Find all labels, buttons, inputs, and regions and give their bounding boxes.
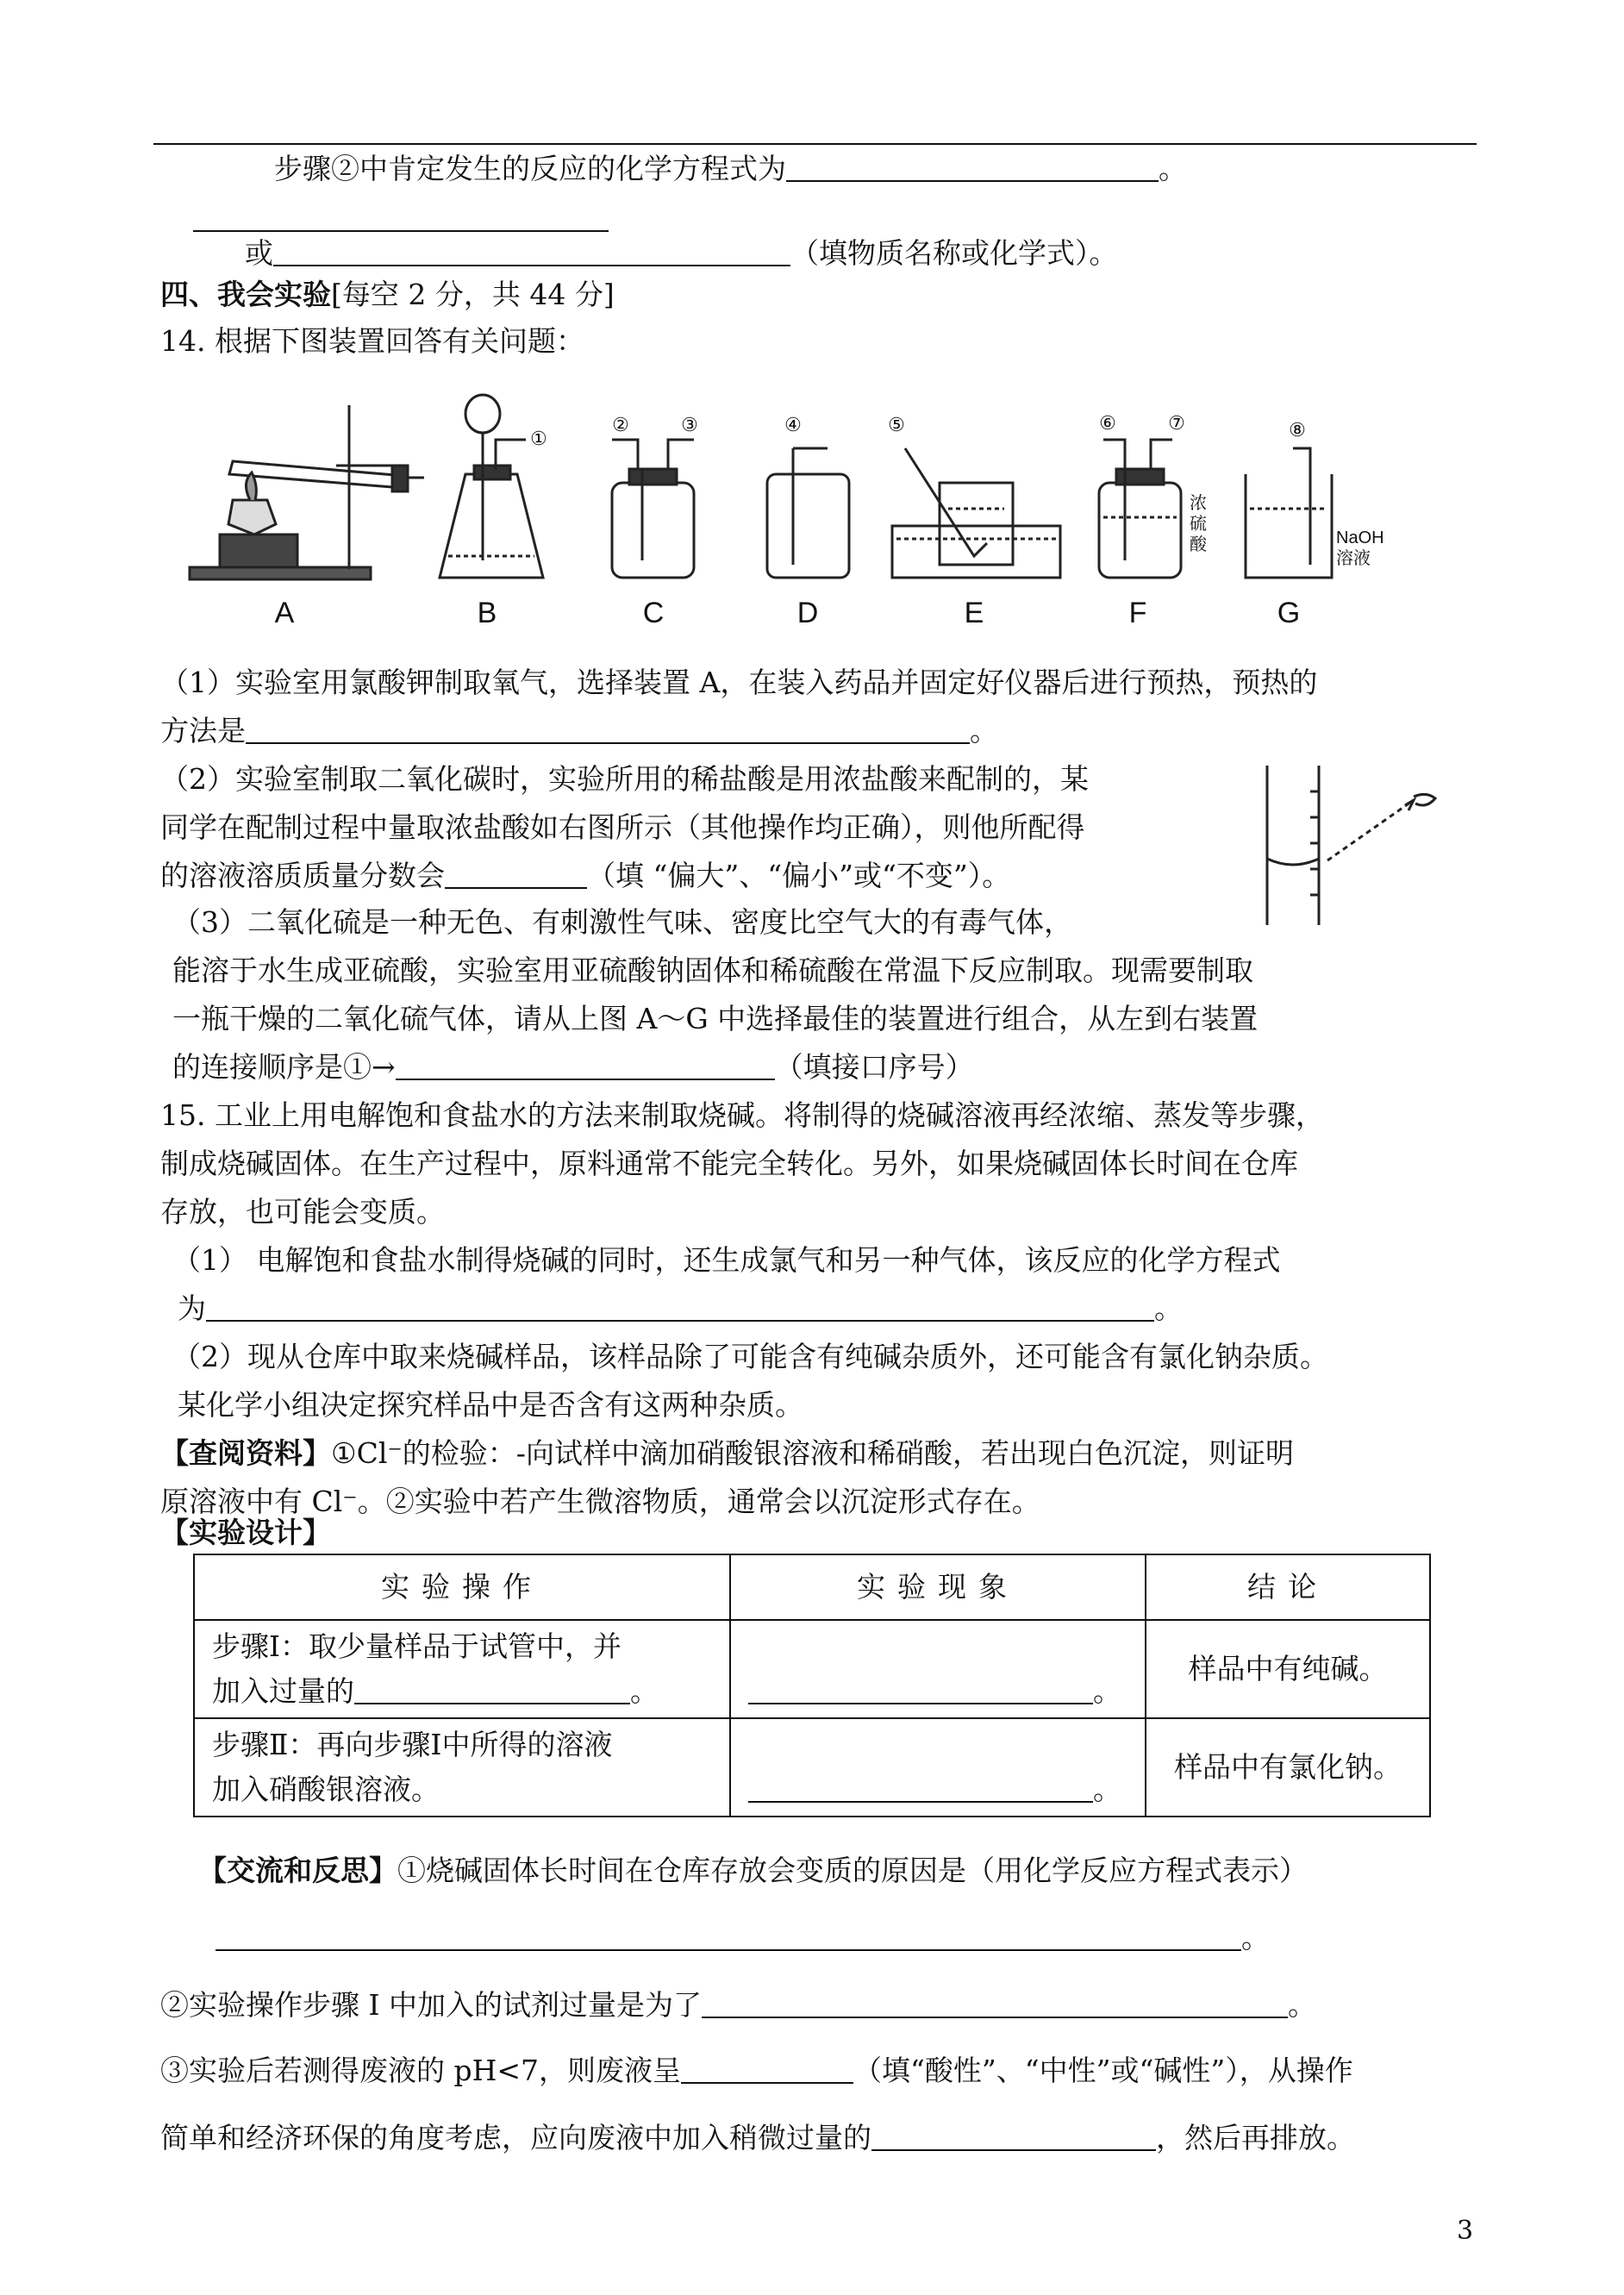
- q15-1-line2: 为 。: [178, 1291, 1183, 1325]
- q15-1-line1: （1） 电解饱和食盐水制得烧碱的同时，还生成氯气和另一种气体，该反应的化学方程式: [172, 1243, 1281, 1277]
- q15-2-line2: 某化学小组决定探究样品中是否含有这两种杂质。: [178, 1388, 803, 1422]
- label-f: F: [1128, 597, 1147, 629]
- port-6: ⑥: [1099, 413, 1116, 435]
- q14-3-line1: （3）二氧化硫是一种无色、有刺激性气味、密度比空气大的有毒气体，: [172, 905, 1072, 939]
- cell-operation: 步骤Ⅱ：再向步骤Ⅰ中所得的溶液 加入硝酸银溶液。: [194, 1718, 730, 1817]
- q14-3-line3: 一瓶干燥的二氧化硫气体，请从上图 A～G 中选择最佳的装置进行组合，从左到右装置: [172, 1002, 1259, 1035]
- cell-operation: 步骤Ⅰ：取少量样品于试管中，并 加入过量的 。: [194, 1620, 730, 1718]
- header-phenomenon: 实验现象: [730, 1554, 1146, 1620]
- svg-text:硫: 硫: [1190, 513, 1207, 534]
- answer-blank[interactable]: [206, 1294, 1154, 1322]
- answer-blank[interactable]: [871, 2123, 1156, 2151]
- page-number: 3: [1457, 2216, 1474, 2246]
- label-e: E: [964, 597, 984, 629]
- q14-3-line2: 能溶于水生成亚硫酸，实验室用亚硫酸钠固体和稀硫酸在常温下反应制取。现需要制取: [172, 954, 1253, 987]
- apparatus-d: [767, 448, 849, 578]
- reference-line2: 原溶液中有 Cl⁻。②实验中若产生微溶物质，通常会以沉淀形式存在。: [160, 1485, 1040, 1518]
- line-solution-b: [193, 200, 609, 238]
- apparatus-a: [190, 405, 424, 579]
- question-14: 14. 根据下图装置回答有关问题：: [160, 324, 584, 358]
- port-1: ①: [530, 428, 547, 450]
- port-5: ⑤: [888, 415, 905, 436]
- reflection-2: ②实验操作步骤 I 中加入的试剂过量是为了 。: [160, 1988, 1317, 2022]
- answer-blank[interactable]: [702, 1991, 1288, 2018]
- answer-blank[interactable]: [246, 716, 970, 744]
- label-d: D: [796, 597, 819, 629]
- line-step2-equation: 步骤②中肯定发生的反应的化学方程式为 。: [274, 152, 1187, 185]
- apparatus-f: [1099, 440, 1181, 578]
- port-7: ⑦: [1168, 413, 1185, 435]
- header-operation: 实验操作: [194, 1554, 730, 1620]
- cell-conclusion: 样品中有氯化钠。: [1146, 1718, 1430, 1817]
- apparatus-b: [440, 395, 543, 578]
- q15-2-line1: （2）现从仓库中取来烧碱样品，该样品除了可能含有纯碱杂质外，还可能含有氯化钠杂质。: [172, 1340, 1328, 1373]
- q14-3-line4: 的连接顺序是①→ （填接口序号）: [172, 1050, 974, 1084]
- port-2: ②: [612, 415, 629, 436]
- answer-blank[interactable]: [681, 2056, 853, 2084]
- answer-blank[interactable]: [445, 861, 587, 889]
- table-row: [194, 1718, 1430, 1817]
- label-c: C: [642, 597, 665, 629]
- q15-line2: 制成烧碱固体。在生产过程中，原料通常不能完全转化。另外，如果烧碱固体长时间在仓库: [160, 1147, 1298, 1180]
- q14-2-line2: 同学在配制过程中量取浓盐酸如右图所示（其他操作均正确），则他所配得: [160, 810, 1085, 844]
- svg-text:NaOH: NaOH: [1336, 528, 1384, 547]
- reflection-line1: 【交流和反思】①烧碱固体长时间在仓库存放会变质的原因是（用化学反应方程式表示）: [198, 1854, 1308, 1887]
- q14-1-line1: （1）实验室用氯酸钾制取氧气，选择装置 A，在装入药品并固定好仪器后进行预热，预热的: [160, 666, 1318, 699]
- apparatus-g: [1246, 448, 1332, 578]
- measuring-cylinder-figure: [1241, 757, 1457, 929]
- reference-line1: 【查阅资料】①Cl⁻的检验：-向试样中滴加硝酸银溶液和稀硝酸，若出现白色沉淀，则证明: [160, 1436, 1294, 1470]
- label-b: B: [477, 597, 497, 629]
- cell-conclusion: 样品中有纯碱。: [1146, 1620, 1430, 1718]
- answer-blank[interactable]: [273, 239, 790, 266]
- experiment-table: [193, 1554, 1431, 1817]
- answer-blank[interactable]: [748, 1677, 1093, 1704]
- q14-2-line1: （2）实验室制取二氧化碳时，实验所用的稀盐酸是用浓盐酸来配制的，某: [160, 762, 1089, 796]
- answer-blank[interactable]: [786, 154, 1159, 182]
- answer-blank[interactable]: [354, 1677, 630, 1704]
- reflection-line2: 。: [215, 1919, 1270, 1957]
- cell-phenomenon: 。: [730, 1620, 1146, 1718]
- port-4: ④: [784, 415, 802, 436]
- port-3: ③: [681, 415, 698, 436]
- experiment-design-label: 【实验设计】: [160, 1516, 331, 1549]
- apparatus-c: [612, 440, 694, 578]
- svg-text:酸: 酸: [1190, 534, 1207, 554]
- header-conclusion: 结论: [1146, 1554, 1430, 1620]
- q14-2-line3: 的溶液溶质质量分数会 （填 “偏大”、“偏小”或“不变”）。: [160, 859, 1011, 892]
- apparatus-e: [892, 448, 1060, 578]
- apparatus-figure: [172, 379, 1414, 638]
- q15-line1: 15. 工业上用电解饱和食盐水的方法来制取烧碱。将制得的烧碱溶液再经浓缩、蒸发等步骤，: [160, 1098, 1324, 1132]
- label-a: A: [274, 597, 295, 629]
- port-8: ⑧: [1289, 420, 1306, 441]
- header-rule: [153, 143, 1477, 145]
- cell-phenomenon: 。: [730, 1718, 1146, 1817]
- svg-text:浓: 浓: [1190, 492, 1207, 513]
- line-or: 或 （填物质名称或化学式）。: [245, 236, 1118, 270]
- reflection-3-line2: 简单和经济环保的角度考虑，应向废液中加入稍微过量的 ，然后再排放。: [160, 2121, 1355, 2154]
- answer-blank[interactable]: [215, 1923, 1241, 1951]
- label-g: G: [1277, 597, 1301, 629]
- q14-1-line2: 方法是 。: [160, 714, 998, 747]
- answer-blank[interactable]: [396, 1053, 775, 1080]
- q15-line3: 存放，也可能会变质。: [160, 1195, 445, 1229]
- table-row: [194, 1620, 1430, 1718]
- section-4-title: 四、我会实验[每空 2 分，共 44 分]: [160, 278, 615, 311]
- answer-blank[interactable]: [748, 1775, 1093, 1803]
- reflection-3-line1: ③实验后若测得废液的 pH<7，则废液呈 （填“酸性”、“中性”或“碱性”），从操作: [160, 2054, 1353, 2087]
- svg-text:溶液: 溶液: [1336, 547, 1371, 568]
- table-header-row: [194, 1554, 1430, 1620]
- answer-blank[interactable]: [193, 204, 609, 232]
